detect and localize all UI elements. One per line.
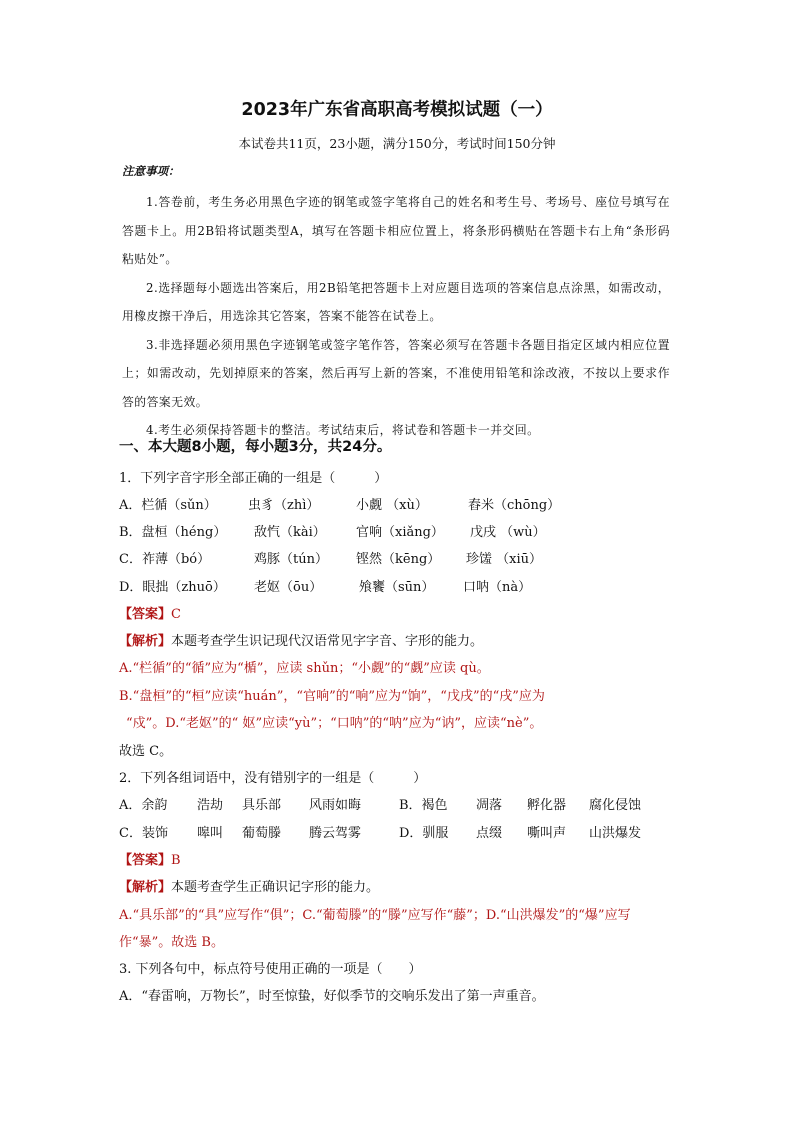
option-item: 浩劫 [197,798,224,813]
option-item: 嗥叫 [197,826,224,841]
option-item: A．余韵 [119,798,168,813]
analysis-detail: B.“盘桓”的“桓”应读“huán”，“官响”的“响”应为“饷”，“戊戌”的“戌”应为 [119,689,545,704]
notice-item: 2.选择题每小题选出答案后，用2B铅笔把答题卡上对应题目选项的答案信息点涂黑，如需改动，用橡皮擦干净后，用选涂其它答案，答案不能答在试卷上。 [122,280,670,323]
analysis-line [119,876,379,895]
analysis-detail: A.“具乐部”的“具”应写作“俱”；C.“葡萄滕”的“滕”应写作“藤”；D.“山洪爆发”的“爆”应写 [119,908,631,923]
section-heading: 一、本大题8小题，每小题3分，共24分。 [119,439,392,455]
answer-line [119,603,181,622]
conclusion: 故选 C。 [119,744,173,759]
option-item: 风雨如晦 [309,798,362,813]
question-stem: 2．下列各组词语中，没有错别字的一组是（ ） [119,771,427,786]
option-item: A．栏循（sǔn） [119,498,217,513]
analysis-detail: “戍”。D.“老妪”的“ 妪”应读“yù”；“口呐”的“呐”应为“讷”，应读“nè”。 [126,716,543,731]
notice-heading: 注意事项： [122,164,180,178]
option-item: D．眼拙（zhuō） [119,580,226,595]
analysis-line [119,630,483,649]
option-item: 舂米（chōng） [468,498,561,513]
option-item: 鸡豚（tún） [254,552,328,567]
question-stem: 3. 下列各句中，标点符号使用正确的一项是（ ） [119,962,422,977]
option-item: 口呐（nà） [463,580,532,595]
analysis-detail: 作“暴”。故选 B。 [119,935,224,950]
option-item: B．褐色 [399,798,448,813]
option-item: 嘶叫声 [527,826,567,841]
option-item: 敌忾（kài） [254,525,326,540]
option-item: 孵化器 [527,798,567,813]
option-item: 葡萄滕 [242,826,282,841]
option-item: 小觑 （xù） [356,498,428,513]
answer-value: B [171,853,181,868]
exam-info: 本试卷共11页，23小题，满分150分，考试时间150分钟 [238,136,556,151]
option-item: B．盘桓（héng） [119,525,227,540]
option-item: 点缀 [476,826,503,841]
page-title: 2023年广东省高职高考模拟试题（一） [241,100,553,120]
analysis-text: 本题考查学生识记现代汉语常见字字音、字形的能力。 [171,634,484,649]
option-item: 戊戌 （wù） [470,525,546,540]
analysis-tag: 【解析】 [119,880,172,895]
option-item: 铿然（kēng） [356,552,441,567]
option-item: D．驯服 [399,826,449,841]
question-stem: 1．下列字音字形全部正确的一组是（ ） [119,471,388,486]
answer-line [119,849,181,868]
analysis-tag: 【解析】 [119,634,172,649]
analysis-text: 本题考查学生正确识记字形的能力。 [171,880,380,895]
option-item: 官响（xiǎng） [356,525,444,540]
answer-tag: 【答案】 [119,853,172,868]
option-item: 凋落 [476,798,503,813]
option-item: 具乐部 [242,798,282,813]
option-item: 腾云驾雾 [309,826,362,841]
answer-tag: 【答案】 [119,607,172,622]
option-item: 飧饔（sūn） [359,580,435,595]
notice-item: 4.考生必须保持答题卡的整洁。考试结束后，将试卷和答题卡一并交回。 [146,423,540,437]
notice-item: 3.非选择题必须用黑色字迹钢笔或签字笔作答，答案必须写在答题卡各题目指定区域内相应位置上；如需改动，先划掉原来的答案，然后再写上新的答案，不准使用铅笔和涂改液，不按以上要求作答的答案无效。 [122,337,670,409]
option-item: 老妪（ōu） [254,580,323,595]
option-item: 虫豸（zhì） [248,498,320,513]
option-item: C．祚薄（bó） [119,552,211,567]
option-item: C．装饰 [119,826,168,841]
option-item: 山洪爆发 [589,826,642,841]
analysis-detail: A.“栏循”的“循”应为“楯”，应读 shǔn；“小觑”的“觑”应读 qù。 [119,661,490,676]
option-item: A．“春雷响，万物长”，时至惊蛰，好似季节的交响乐发出了第一声重音。 [119,989,545,1004]
option-item: 腐化侵蚀 [589,798,642,813]
notice-list [122,188,670,445]
answer-value: C [171,607,181,622]
option-item: 珍馐 （xiū） [466,552,542,567]
notice-item: 1.答卷前，考生务必用黑色字迹的钢笔或签字笔将自己的姓名和考生号、考场号、座位号填写在答题卡上。用2B铅将试题类型A，填写在答题卡相应位置上，将条形码横贴在答题卡右上角“条形码粘贴处”。 [122,195,670,266]
